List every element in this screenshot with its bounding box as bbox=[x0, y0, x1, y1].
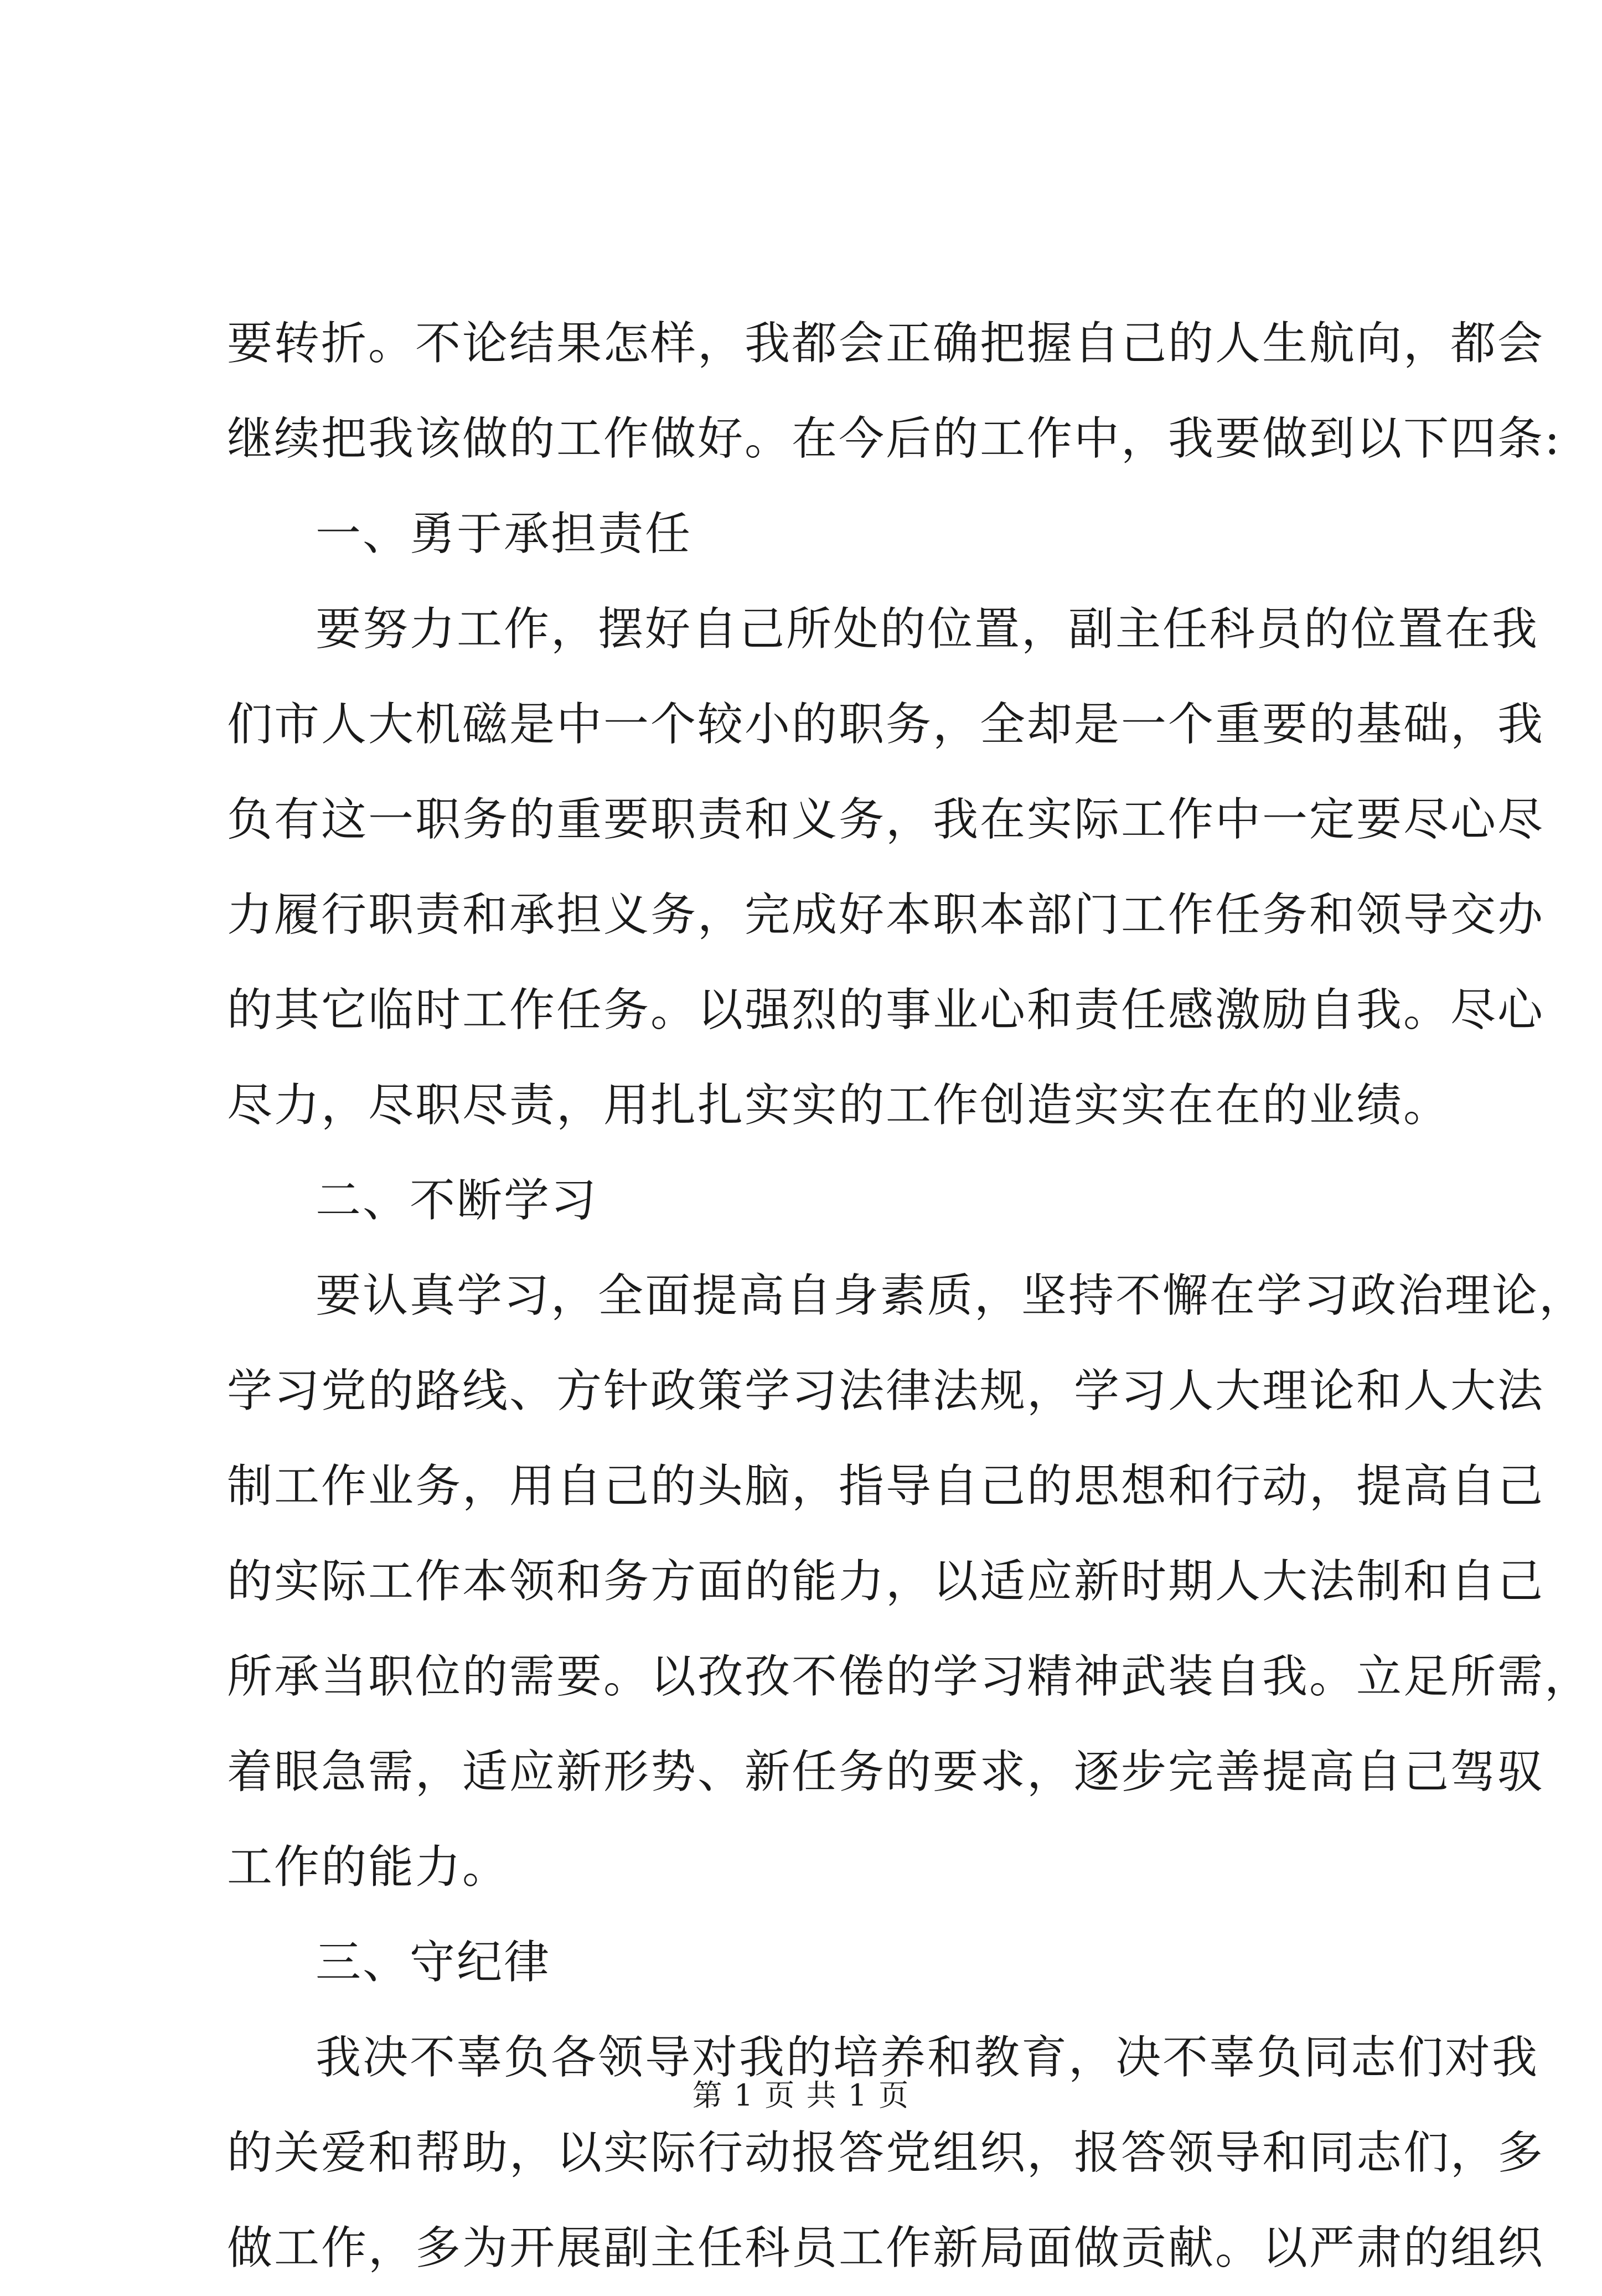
text-line: 继续把我该做的工作做好。在今后的工作中，我要做到以下四条: bbox=[227, 412, 1562, 465]
text-line: 学习党的路线、方针政策学习法律法规，学习人大理论和人大法 bbox=[227, 1365, 1545, 1417]
text-line: 要认真学习，全面提高自身素质，坚持不懈在学习政治理论， bbox=[316, 1270, 1587, 1322]
section-heading: 二、不断学习 bbox=[316, 1174, 598, 1227]
text-line: 工作的能力。 bbox=[227, 1841, 510, 1893]
text-line: 要转折。不论结果怎样，我都会正确把握自己的人生航向，都会 bbox=[227, 317, 1545, 370]
section-heading: 一、勇于承担责任 bbox=[316, 508, 693, 560]
text-line: 力履行职责和承担义务，完成好本职本部门工作任务和领导交办 bbox=[227, 889, 1545, 941]
document-body bbox=[227, 296, 1592, 2296]
text-line: 的关爱和帮助，以实际行动报答党组织，报答领导和同志们，多 bbox=[227, 2127, 1545, 2179]
text-line: 要努力工作，摆好自己所处的位置，副主任科员的位置在我 bbox=[316, 603, 1539, 656]
text-line: 的实际工作本领和务方面的能力，以适应新时期人大法制和自己 bbox=[227, 1555, 1545, 1608]
text-line: 尽力，尽职尽责，用扎扎实实的工作创造实实在在的业绩。 bbox=[227, 1079, 1451, 1132]
page-footer: 第 1 页 共 1 页 bbox=[692, 2078, 910, 2113]
text-line: 我决不辜负各领导对我的培养和教育，决不辜负同志们对我 bbox=[316, 2031, 1539, 2084]
section-heading: 三、守纪律 bbox=[316, 1936, 551, 1989]
text-line: 的其它临时工作任务。以强烈的事业心和责任感激励自我。尽心 bbox=[227, 984, 1545, 1036]
text-line: 做工作，多为开展副主任科员工作新局面做贡献。以严肃的组织 bbox=[227, 2222, 1545, 2274]
text-line: 制工作业务，用自己的头脑，指导自己的思想和行动，提高自己 bbox=[227, 1460, 1545, 1513]
text-line: 着眼急需，适应新形势、新任务的要求，逐步完善提高自己驾驭 bbox=[227, 1746, 1545, 1798]
text-line: 所承当职位的需要。以孜孜不倦的学习精神武装自我。立足所需， bbox=[227, 1650, 1592, 1703]
text-line: 负有这一职务的重要职责和义务，我在实际工作中一定要尽心尽 bbox=[227, 793, 1545, 846]
text-line: 们市人大机磁是中一个较小的职务，全却是一个重要的基础，我 bbox=[227, 698, 1545, 751]
